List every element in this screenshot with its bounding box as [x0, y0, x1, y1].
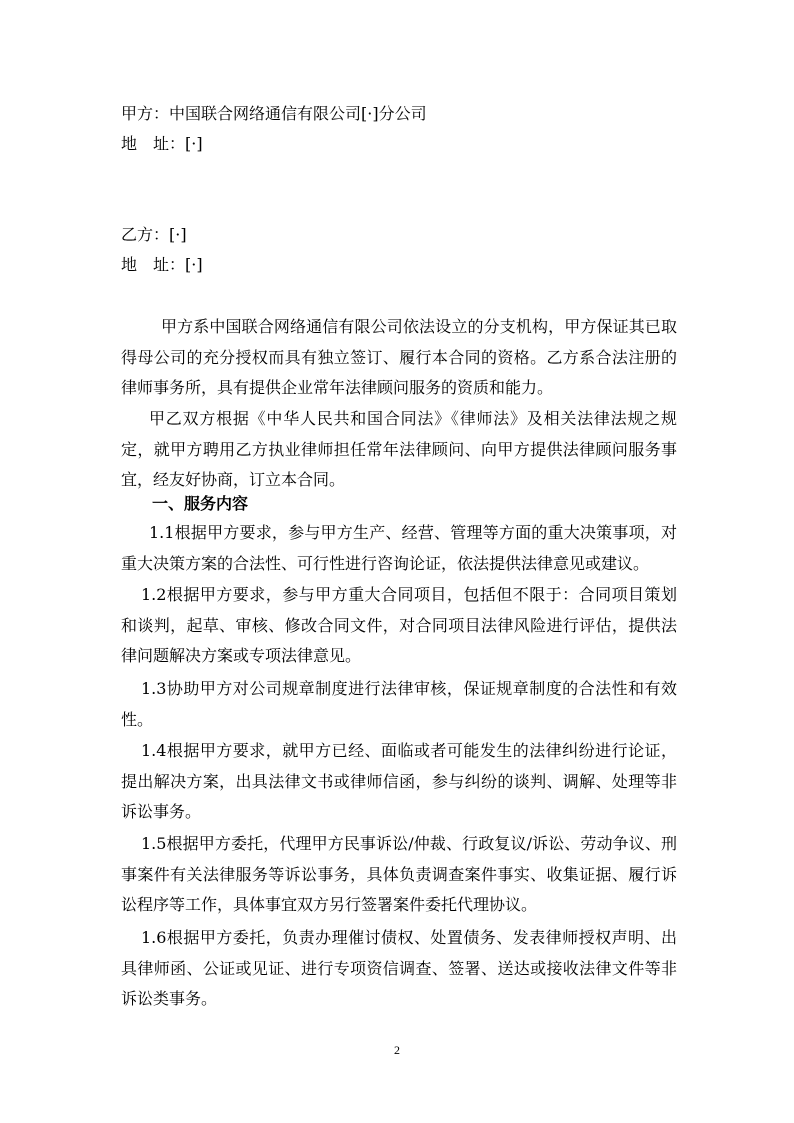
clause-1-3: 1.3协助甲方对公司规章制度进行法律审核，保证规章制度的合法性和有效性。 [121, 679, 677, 729]
clause-1-6: 1.6根据甲方委托，负责办理催讨债权、处置债务、发表律师授权声明、出具律师函、公证或见证、进行专项资信调查、签署、送达或接收法律文件等非诉讼类事务。 [121, 928, 677, 1008]
party-a-name: 甲方：中国联合网络通信有限公司[·]分公司 [121, 104, 427, 123]
clause-1-2: 1.2根据甲方要求，参与甲方重大合同项目，包括但不限于：合同项目策划和谈判，起草、审核、修改合同文件，对合同项目法律风险进行评估，提供法律问题解决方案或专项法律意见。 [121, 585, 677, 665]
page-number: 2 [394, 1043, 400, 1057]
party-b-address: 地 址：[·] [121, 255, 203, 274]
section-heading-service-content: 一、服务内容 [152, 494, 249, 513]
party-b-name: 乙方：[·] [121, 225, 187, 244]
party-a-address: 地 址：[·] [121, 134, 203, 153]
intro-paragraph: 甲方系中国联合网络通信有限公司依法设立的分支机构，甲方保证其已取得母公司的充分授权而具有独立签订、履行本合同的资格。乙方系合法注册的律师事务所，具有提供企业常年法律顾问服务的资质和能力。 [121, 317, 677, 397]
clause-1-4: 1.4根据甲方要求，就甲方已经、面临或者可能发生的法律纠纷进行论证，提出解决方案，出具法律文书或律师信函，参与纠纷的谈判、调解、处理等非诉讼事务。 [121, 741, 677, 821]
basis-paragraph: 甲乙双方根据《中华人民共和国合同法》《律师法》及相关法律法规之规定，就甲方聘用乙方执业律师担任常年法律顾问、向甲方提供法律顾问服务事宜，经友好协商，订立本合同。 [121, 409, 677, 489]
clause-1-1: 1.1根据甲方要求，参与甲方生产、经营、管理等方面的重大决策事项，对重大决策方案的合法性、可行性进行咨询论证，依法提供法律意见或建议。 [121, 523, 677, 573]
clause-1-5: 1.5根据甲方委托，代理甲方民事诉讼/仲裁、行政复议/诉讼、劳动争议、刑事案件有关法律服务等诉讼事务，具体负责调查案件事实、收集证据、履行诉讼程序等工作，具体事宜双方另行签署案件委托代理协议。 [121, 834, 677, 914]
